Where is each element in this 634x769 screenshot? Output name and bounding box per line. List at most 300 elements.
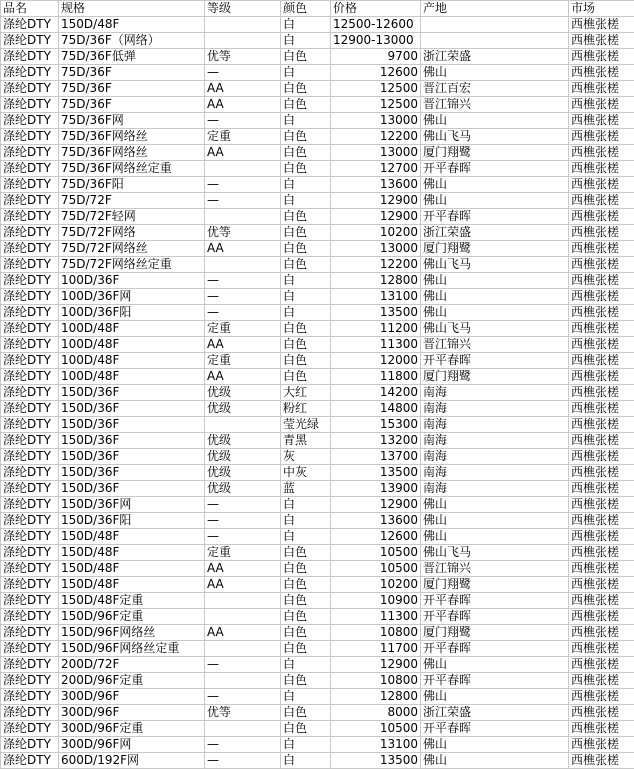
cell-name: 涤纶DTY bbox=[1, 225, 59, 241]
cell-origin: 浙江荣盛 bbox=[421, 49, 569, 65]
cell-name: 涤纶DTY bbox=[1, 721, 59, 737]
cell-grade: — bbox=[205, 529, 281, 545]
table-row bbox=[1, 705, 634, 721]
cell-origin: 佛山飞马 bbox=[421, 129, 569, 145]
cell-price: 8000 bbox=[331, 705, 421, 721]
cell-spec: 150D/48F bbox=[59, 545, 205, 561]
table-row bbox=[1, 49, 634, 65]
cell-origin: 厦门翔鹭 bbox=[421, 625, 569, 641]
cell-origin: 佛山 bbox=[421, 177, 569, 193]
cell-market: 西樵张槎 bbox=[569, 97, 634, 113]
cell-grade: — bbox=[205, 737, 281, 753]
cell-name: 涤纶DTY bbox=[1, 449, 59, 465]
cell-market: 西樵张槎 bbox=[569, 721, 634, 737]
cell-price: 11200 bbox=[331, 321, 421, 337]
cell-color: 白 bbox=[281, 33, 331, 49]
cell-color: 白色 bbox=[281, 641, 331, 657]
table-row bbox=[1, 385, 634, 401]
cell-spec: 150D/36F bbox=[59, 481, 205, 497]
cell-origin: 南海 bbox=[421, 481, 569, 497]
table-row bbox=[1, 145, 634, 161]
cell-name: 涤纶DTY bbox=[1, 529, 59, 545]
cell-name: 涤纶DTY bbox=[1, 577, 59, 593]
cell-grade: — bbox=[205, 305, 281, 321]
cell-grade bbox=[205, 721, 281, 737]
cell-origin: 佛山 bbox=[421, 497, 569, 513]
cell-color: 白色 bbox=[281, 609, 331, 625]
cell-price: 12000 bbox=[331, 353, 421, 369]
cell-origin: 南海 bbox=[421, 385, 569, 401]
cell-spec: 100D/36F网 bbox=[59, 289, 205, 305]
table-row bbox=[1, 161, 634, 177]
cell-market: 西樵张槎 bbox=[569, 193, 634, 209]
cell-origin: 开平春晖 bbox=[421, 593, 569, 609]
cell-market: 西樵张槎 bbox=[569, 305, 634, 321]
cell-price: 10800 bbox=[331, 625, 421, 641]
table-row bbox=[1, 689, 634, 705]
cell-origin: 南海 bbox=[421, 401, 569, 417]
header-cell-color: 颜色 bbox=[281, 1, 331, 17]
cell-price: 11800 bbox=[331, 369, 421, 385]
cell-name: 涤纶DTY bbox=[1, 689, 59, 705]
cell-price: 15300 bbox=[331, 417, 421, 433]
cell-market: 西樵张槎 bbox=[569, 81, 634, 97]
cell-spec: 75D/72F bbox=[59, 193, 205, 209]
cell-color: 白 bbox=[281, 689, 331, 705]
table-row bbox=[1, 305, 634, 321]
cell-grade: — bbox=[205, 177, 281, 193]
cell-origin: 厦门翔鹭 bbox=[421, 145, 569, 161]
cell-grade bbox=[205, 609, 281, 625]
table-row bbox=[1, 129, 634, 145]
cell-name: 涤纶DTY bbox=[1, 289, 59, 305]
table-body bbox=[1, 1, 634, 769]
cell-spec: 75D/36F网络丝 bbox=[59, 145, 205, 161]
cell-color: 白色 bbox=[281, 561, 331, 577]
cell-market: 西樵张槎 bbox=[569, 385, 634, 401]
cell-origin: 南海 bbox=[421, 465, 569, 481]
cell-market: 西樵张槎 bbox=[569, 161, 634, 177]
table-row bbox=[1, 17, 634, 33]
cell-market: 西樵张槎 bbox=[569, 113, 634, 129]
cell-grade bbox=[205, 209, 281, 225]
cell-spec: 150D/36F bbox=[59, 449, 205, 465]
cell-origin: 开平春晖 bbox=[421, 161, 569, 177]
cell-spec: 75D/72F网络丝 bbox=[59, 241, 205, 257]
cell-spec: 300D/96F bbox=[59, 689, 205, 705]
cell-spec: 150D/96F定重 bbox=[59, 609, 205, 625]
table-row bbox=[1, 81, 634, 97]
cell-market: 西樵张槎 bbox=[569, 353, 634, 369]
cell-grade: 定重 bbox=[205, 321, 281, 337]
cell-spec: 150D/36F bbox=[59, 401, 205, 417]
cell-color: 白 bbox=[281, 497, 331, 513]
cell-spec: 300D/96F定重 bbox=[59, 721, 205, 737]
cell-price: 10200 bbox=[331, 577, 421, 593]
cell-color: 粉红 bbox=[281, 401, 331, 417]
cell-color: 白色 bbox=[281, 129, 331, 145]
cell-price: 13600 bbox=[331, 177, 421, 193]
cell-name: 涤纶DTY bbox=[1, 177, 59, 193]
cell-color: 白色 bbox=[281, 257, 331, 273]
cell-name: 涤纶DTY bbox=[1, 497, 59, 513]
cell-origin bbox=[421, 17, 569, 33]
cell-grade: — bbox=[205, 657, 281, 673]
cell-color: 白色 bbox=[281, 145, 331, 161]
cell-origin: 厦门翔鹭 bbox=[421, 369, 569, 385]
cell-price: 10500 bbox=[331, 561, 421, 577]
cell-name: 涤纶DTY bbox=[1, 657, 59, 673]
header-cell-price: 价格 bbox=[331, 1, 421, 17]
cell-color: 莹光绿 bbox=[281, 417, 331, 433]
cell-spec: 200D/72F bbox=[59, 657, 205, 673]
cell-color: 白色 bbox=[281, 81, 331, 97]
cell-name: 涤纶DTY bbox=[1, 433, 59, 449]
cell-spec: 75D/36F网络丝定重 bbox=[59, 161, 205, 177]
cell-spec: 75D/72F网络 bbox=[59, 225, 205, 241]
cell-origin: 佛山 bbox=[421, 529, 569, 545]
cell-color: 白色 bbox=[281, 49, 331, 65]
table-row bbox=[1, 321, 634, 337]
cell-grade: AA bbox=[205, 81, 281, 97]
cell-origin: 佛山 bbox=[421, 289, 569, 305]
cell-color: 白 bbox=[281, 753, 331, 769]
cell-origin: 开平春晖 bbox=[421, 353, 569, 369]
cell-name: 涤纶DTY bbox=[1, 545, 59, 561]
cell-name: 涤纶DTY bbox=[1, 65, 59, 81]
cell-price: 14200 bbox=[331, 385, 421, 401]
cell-name: 涤纶DTY bbox=[1, 33, 59, 49]
cell-name: 涤纶DTY bbox=[1, 401, 59, 417]
cell-grade: — bbox=[205, 289, 281, 305]
table-row bbox=[1, 577, 634, 593]
cell-spec: 300D/96F网 bbox=[59, 737, 205, 753]
cell-market: 西樵张槎 bbox=[569, 657, 634, 673]
cell-name: 涤纶DTY bbox=[1, 353, 59, 369]
cell-spec: 100D/36F阳 bbox=[59, 305, 205, 321]
cell-name: 涤纶DTY bbox=[1, 705, 59, 721]
cell-market: 西樵张槎 bbox=[569, 673, 634, 689]
cell-origin: 佛山 bbox=[421, 193, 569, 209]
table-row bbox=[1, 673, 634, 689]
cell-price: 13200 bbox=[331, 433, 421, 449]
cell-price: 12500 bbox=[331, 81, 421, 97]
cell-name: 涤纶DTY bbox=[1, 129, 59, 145]
cell-name: 涤纶DTY bbox=[1, 161, 59, 177]
table-row bbox=[1, 625, 634, 641]
cell-price: 11300 bbox=[331, 337, 421, 353]
table-row bbox=[1, 561, 634, 577]
cell-grade: 优级 bbox=[205, 481, 281, 497]
cell-market: 西樵张槎 bbox=[569, 433, 634, 449]
cell-market: 西樵张槎 bbox=[569, 561, 634, 577]
cell-grade: AA bbox=[205, 561, 281, 577]
table-row bbox=[1, 465, 634, 481]
cell-grade bbox=[205, 17, 281, 33]
cell-name: 涤纶DTY bbox=[1, 193, 59, 209]
table-row bbox=[1, 657, 634, 673]
cell-color: 白 bbox=[281, 65, 331, 81]
cell-price: 14800 bbox=[331, 401, 421, 417]
cell-origin: 浙江荣盛 bbox=[421, 705, 569, 721]
cell-market: 西樵张槎 bbox=[569, 689, 634, 705]
table-row bbox=[1, 353, 634, 369]
cell-name: 涤纶DTY bbox=[1, 625, 59, 641]
cell-market: 西樵张槎 bbox=[569, 129, 634, 145]
cell-color: 白色 bbox=[281, 225, 331, 241]
table-row bbox=[1, 609, 634, 625]
cell-price: 13500 bbox=[331, 753, 421, 769]
cell-grade: AA bbox=[205, 97, 281, 113]
cell-spec: 75D/36F阳 bbox=[59, 177, 205, 193]
cell-color: 白色 bbox=[281, 625, 331, 641]
cell-spec: 100D/48F bbox=[59, 369, 205, 385]
cell-grade: 优等 bbox=[205, 49, 281, 65]
table-row bbox=[1, 737, 634, 753]
cell-spec: 150D/48F定重 bbox=[59, 593, 205, 609]
cell-origin bbox=[421, 33, 569, 49]
cell-price: 13100 bbox=[331, 737, 421, 753]
cell-spec: 75D/72F轻网 bbox=[59, 209, 205, 225]
cell-color: 白 bbox=[281, 113, 331, 129]
cell-market: 西樵张槎 bbox=[569, 241, 634, 257]
table-row bbox=[1, 225, 634, 241]
cell-price: 10200 bbox=[331, 225, 421, 241]
cell-grade bbox=[205, 673, 281, 689]
cell-grade: AA bbox=[205, 369, 281, 385]
cell-name: 涤纶DTY bbox=[1, 273, 59, 289]
table-row bbox=[1, 337, 634, 353]
cell-name: 涤纶DTY bbox=[1, 609, 59, 625]
cell-price: 13100 bbox=[331, 289, 421, 305]
cell-grade: AA bbox=[205, 241, 281, 257]
cell-origin: 佛山 bbox=[421, 753, 569, 769]
cell-color: 白色 bbox=[281, 321, 331, 337]
cell-origin: 佛山 bbox=[421, 657, 569, 673]
cell-origin: 佛山 bbox=[421, 737, 569, 753]
table-row bbox=[1, 513, 634, 529]
cell-origin: 厦门翔鹭 bbox=[421, 577, 569, 593]
cell-name: 涤纶DTY bbox=[1, 49, 59, 65]
cell-price: 12800 bbox=[331, 689, 421, 705]
cell-grade: AA bbox=[205, 145, 281, 161]
cell-price: 12700 bbox=[331, 161, 421, 177]
cell-origin: 开平春晖 bbox=[421, 209, 569, 225]
cell-price: 13900 bbox=[331, 481, 421, 497]
cell-market: 西樵张槎 bbox=[569, 369, 634, 385]
cell-color: 白色 bbox=[281, 673, 331, 689]
cell-spec: 150D/48F bbox=[59, 577, 205, 593]
cell-spec: 75D/36F bbox=[59, 97, 205, 113]
cell-origin: 佛山 bbox=[421, 305, 569, 321]
cell-name: 涤纶DTY bbox=[1, 753, 59, 769]
table-row bbox=[1, 497, 634, 513]
cell-origin: 晋江百宏 bbox=[421, 81, 569, 97]
table-row bbox=[1, 417, 634, 433]
cell-price: 12600 bbox=[331, 65, 421, 81]
table-row bbox=[1, 273, 634, 289]
cell-color: 白 bbox=[281, 17, 331, 33]
cell-spec: 75D/36F（网络） bbox=[59, 33, 205, 49]
table-row bbox=[1, 177, 634, 193]
cell-origin: 晋江锦兴 bbox=[421, 561, 569, 577]
table-row bbox=[1, 721, 634, 737]
cell-name: 涤纶DTY bbox=[1, 113, 59, 129]
cell-spec: 75D/36F网络丝 bbox=[59, 129, 205, 145]
header-cell-grade: 等级 bbox=[205, 1, 281, 17]
cell-spec: 150D/96F网络丝定重 bbox=[59, 641, 205, 657]
cell-market: 西樵张槎 bbox=[569, 593, 634, 609]
table-row bbox=[1, 113, 634, 129]
cell-name: 涤纶DTY bbox=[1, 481, 59, 497]
cell-grade bbox=[205, 161, 281, 177]
cell-market: 西樵张槎 bbox=[569, 225, 634, 241]
cell-origin: 晋江锦兴 bbox=[421, 97, 569, 113]
cell-grade: — bbox=[205, 513, 281, 529]
cell-grade bbox=[205, 641, 281, 657]
cell-grade: 定重 bbox=[205, 545, 281, 561]
table-row bbox=[1, 65, 634, 81]
cell-spec: 75D/36F bbox=[59, 65, 205, 81]
cell-grade: AA bbox=[205, 625, 281, 641]
cell-spec: 150D/36F bbox=[59, 417, 205, 433]
cell-origin: 开平春晖 bbox=[421, 673, 569, 689]
table-row bbox=[1, 289, 634, 305]
cell-color: 白色 bbox=[281, 369, 331, 385]
cell-price: 13700 bbox=[331, 449, 421, 465]
cell-color: 白 bbox=[281, 193, 331, 209]
cell-grade bbox=[205, 33, 281, 49]
cell-price: 13600 bbox=[331, 513, 421, 529]
cell-market: 西樵张槎 bbox=[569, 609, 634, 625]
cell-origin: 南海 bbox=[421, 417, 569, 433]
cell-name: 涤纶DTY bbox=[1, 641, 59, 657]
header-row bbox=[1, 1, 634, 17]
cell-color: 白色 bbox=[281, 577, 331, 593]
cell-grade: — bbox=[205, 113, 281, 129]
cell-market: 西樵张槎 bbox=[569, 705, 634, 721]
cell-grade: — bbox=[205, 193, 281, 209]
cell-name: 涤纶DTY bbox=[1, 369, 59, 385]
cell-name: 涤纶DTY bbox=[1, 81, 59, 97]
cell-name: 涤纶DTY bbox=[1, 737, 59, 753]
cell-origin: 佛山 bbox=[421, 689, 569, 705]
cell-color: 灰 bbox=[281, 449, 331, 465]
cell-grade: 优级 bbox=[205, 385, 281, 401]
cell-origin: 南海 bbox=[421, 449, 569, 465]
cell-name: 涤纶DTY bbox=[1, 209, 59, 225]
cell-market: 西樵张槎 bbox=[569, 625, 634, 641]
cell-market: 西樵张槎 bbox=[569, 577, 634, 593]
cell-market: 西樵张槎 bbox=[569, 257, 634, 273]
cell-spec: 150D/36F网 bbox=[59, 497, 205, 513]
cell-grade: — bbox=[205, 497, 281, 513]
cell-origin: 厦门翔鹭 bbox=[421, 241, 569, 257]
cell-origin: 佛山 bbox=[421, 513, 569, 529]
cell-name: 涤纶DTY bbox=[1, 241, 59, 257]
cell-price: 10900 bbox=[331, 593, 421, 609]
cell-grade: 优等 bbox=[205, 225, 281, 241]
cell-name: 涤纶DTY bbox=[1, 337, 59, 353]
header-cell-origin: 产地 bbox=[421, 1, 569, 17]
cell-color: 白色 bbox=[281, 353, 331, 369]
cell-price: 12900-13000 bbox=[331, 33, 421, 49]
cell-spec: 100D/48F bbox=[59, 321, 205, 337]
cell-price: 11700 bbox=[331, 641, 421, 657]
cell-color: 白色 bbox=[281, 545, 331, 561]
cell-origin: 佛山 bbox=[421, 273, 569, 289]
cell-spec: 200D/96F定重 bbox=[59, 673, 205, 689]
cell-name: 涤纶DTY bbox=[1, 417, 59, 433]
cell-price: 13500 bbox=[331, 465, 421, 481]
cell-grade bbox=[205, 257, 281, 273]
cell-spec: 150D/36F阳 bbox=[59, 513, 205, 529]
cell-name: 涤纶DTY bbox=[1, 465, 59, 481]
cell-grade bbox=[205, 593, 281, 609]
cell-market: 西樵张槎 bbox=[569, 337, 634, 353]
cell-spec: 75D/36F网 bbox=[59, 113, 205, 129]
cell-price: 10500 bbox=[331, 721, 421, 737]
cell-market: 西樵张槎 bbox=[569, 321, 634, 337]
cell-origin: 佛山飞马 bbox=[421, 545, 569, 561]
cell-market: 西樵张槎 bbox=[569, 753, 634, 769]
cell-grade: AA bbox=[205, 577, 281, 593]
cell-spec: 100D/36F bbox=[59, 273, 205, 289]
cell-grade: — bbox=[205, 65, 281, 81]
cell-spec: 75D/36F bbox=[59, 81, 205, 97]
cell-color: 白 bbox=[281, 737, 331, 753]
cell-market: 西樵张槎 bbox=[569, 465, 634, 481]
cell-color: 白 bbox=[281, 657, 331, 673]
table-row bbox=[1, 641, 634, 657]
table-row bbox=[1, 401, 634, 417]
cell-name: 涤纶DTY bbox=[1, 17, 59, 33]
cell-market: 西樵张槎 bbox=[569, 641, 634, 657]
cell-name: 涤纶DTY bbox=[1, 97, 59, 113]
cell-name: 涤纶DTY bbox=[1, 257, 59, 273]
cell-name: 涤纶DTY bbox=[1, 673, 59, 689]
cell-spec: 100D/48F bbox=[59, 337, 205, 353]
cell-name: 涤纶DTY bbox=[1, 561, 59, 577]
cell-price: 12500-12600 bbox=[331, 17, 421, 33]
cell-grade: 优级 bbox=[205, 465, 281, 481]
table-row bbox=[1, 369, 634, 385]
cell-origin: 浙江荣盛 bbox=[421, 225, 569, 241]
cell-market: 西樵张槎 bbox=[569, 289, 634, 305]
cell-color: 蓝 bbox=[281, 481, 331, 497]
cell-origin: 晋江锦兴 bbox=[421, 337, 569, 353]
cell-market: 西樵张槎 bbox=[569, 417, 634, 433]
cell-color: 大红 bbox=[281, 385, 331, 401]
cell-name: 涤纶DTY bbox=[1, 321, 59, 337]
cell-price: 13500 bbox=[331, 305, 421, 321]
cell-market: 西樵张槎 bbox=[569, 529, 634, 545]
cell-price: 13000 bbox=[331, 241, 421, 257]
cell-name: 涤纶DTY bbox=[1, 145, 59, 161]
cell-origin: 开平春晖 bbox=[421, 609, 569, 625]
table-row bbox=[1, 241, 634, 257]
cell-grade bbox=[205, 417, 281, 433]
cell-grade: 优级 bbox=[205, 449, 281, 465]
header-cell-market: 市场 bbox=[569, 1, 634, 17]
cell-grade: 优等 bbox=[205, 705, 281, 721]
cell-price: 12900 bbox=[331, 657, 421, 673]
cell-price: 12200 bbox=[331, 129, 421, 145]
cell-market: 西樵张槎 bbox=[569, 49, 634, 65]
cell-spec: 150D/36F bbox=[59, 433, 205, 449]
cell-market: 西樵张槎 bbox=[569, 481, 634, 497]
cell-origin: 佛山 bbox=[421, 113, 569, 129]
